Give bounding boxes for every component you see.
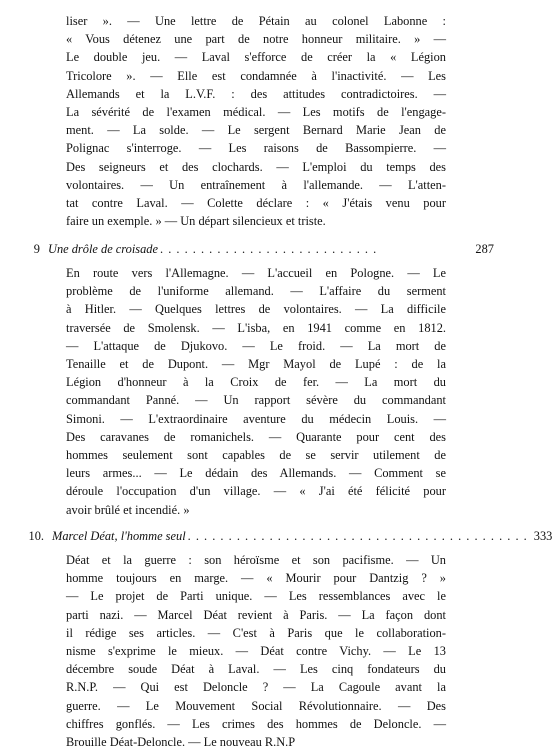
- summary-line: chiffres gonflés. — Les crimes des hommes de Deloncle. —: [66, 716, 446, 731]
- summary-line: Le double jeu. — Laval s'efforce de créer la « Légion: [66, 50, 446, 65]
- summary-line: déroule l'occupation d'un village. — « J'ai été félicité pour: [66, 484, 446, 499]
- chapter-8-summary: [66, 12, 446, 230]
- chapter-10-summary: [66, 551, 446, 751]
- summary-line: Simoni. — L'extraordinaire aventure du médecin Louis. —: [66, 411, 446, 426]
- summary-line: Polignac s'interroge. — Les raisons de Bassompierre. —: [66, 141, 446, 156]
- summary-line: Tenaille et de Dupont. — Mgr Mayol de Lupé : de la: [66, 357, 446, 372]
- summary-line: guerre. — Le Mouvement Social Révolutionnaire. — Des: [66, 698, 446, 713]
- chapter-page-number: 333: [533, 529, 552, 543]
- summary-line: leurs armes... — Le dédain des Allemands. — Comment se: [66, 466, 446, 481]
- summary-line: traversée de Smolensk. — L'isba, en 1941 comme en 1812.: [66, 320, 446, 335]
- summary-line: Légion d'honneur à la Croix de fer. — La mort du: [66, 375, 446, 390]
- chapter-number: 10.: [28, 529, 44, 543]
- summary-line: — Le projet de Parti unique. — Les ressemblances avec le: [66, 589, 446, 604]
- summary-line: hommes seulement sont capables de se servir utilement de: [66, 448, 446, 463]
- summary-line: — L'attaque de Djukovo. — Le froid. — La mort de: [66, 338, 446, 353]
- summary-line: parti nazi. — Marcel Déat revient à Paris. — La façon dont: [66, 607, 446, 622]
- summary-line: Brouille Déat-Deloncle. — Le nouveau R.N.P: [66, 735, 296, 750]
- summary-line: liser ». — Une lettre de Pétain au colonel Labonne :: [66, 14, 446, 28]
- summary-line: « Vous détenez une part de notre honneur militaire. » —: [66, 32, 446, 47]
- summary-line: avoir brûlé et incendié. »: [66, 502, 190, 517]
- chapter-9-heading: [18, 240, 494, 258]
- leader-dots: . . . . . . . . . . . . . . . . . . . . . . . . . . .: [160, 242, 378, 256]
- chapter-title: Marcel Déat, l'homme seul: [52, 529, 186, 543]
- summary-line: La sévérité de l'examen médical. — Les motifs de l'engage-: [66, 105, 446, 120]
- summary-line: volontaires. — Un entraînement à l'allemande. — L'atten-: [66, 177, 446, 192]
- summary-line: tat contre Laval. — Colette déclare : « J'étais venu pour: [66, 196, 446, 211]
- leader-dots: . . . . . . . . . . . . . . . . . . . . . . . . . . . . . . . . . . . . . . . . . .: [187, 529, 528, 543]
- summary-line: Déat et la guerre : son héroïsme et son pacifisme. — Un: [66, 553, 446, 567]
- summary-line: R.N.P. — Qui est Deloncle ? — La Cagoule avant la: [66, 680, 446, 695]
- summary-line: décembre soude Déat à Laval. — Les cinq fondateurs du: [66, 662, 446, 677]
- chapter-9-summary: [66, 264, 446, 519]
- chapter-page-number: 287: [475, 242, 494, 256]
- summary-line: problème de l'uniforme allemand. — L'affaire du serment: [66, 284, 446, 299]
- summary-line: ment. — La solde. — Le sergent Bernard Marie Jean de: [66, 123, 446, 138]
- summary-line: homme toujours en marge. — « Mourir pour Dantzig ? »: [66, 571, 446, 586]
- summary-line: Allemands et la L.V.F. : des attitudes contradictoires. —: [66, 86, 446, 101]
- chapter-title: Une drôle de croisade: [48, 242, 158, 256]
- summary-line: il rédige ses articles. — C'est à Paris que le collaboration-: [66, 625, 446, 640]
- summary-line: commandant Panné. — Un rapport sévère du commandant: [66, 393, 446, 408]
- summary-line: Tricolore ». — Elle est condamnée à l'inactivité. — Les: [66, 68, 446, 83]
- summary-line: Des seigneurs et des clochards. — L'emploi du temps des: [66, 159, 446, 174]
- summary-line: faire un exemple. » — Un départ silencieux et triste.: [66, 214, 326, 229]
- chapter-10-heading: [18, 527, 552, 545]
- summary-line: à Hitler. — Quelques lettres de volontaires. — La difficile: [66, 302, 446, 317]
- summary-line: nisme s'exprime le mieux. — Déat contre Vichy. — Le 13: [66, 644, 446, 659]
- summary-line: En route vers l'Allemagne. — L'accueil en Pologne. — Le: [66, 266, 446, 280]
- summary-line: Des caravanes de romanichels. — Quarante pour cent des: [66, 429, 446, 444]
- chapter-number: 9: [33, 242, 40, 256]
